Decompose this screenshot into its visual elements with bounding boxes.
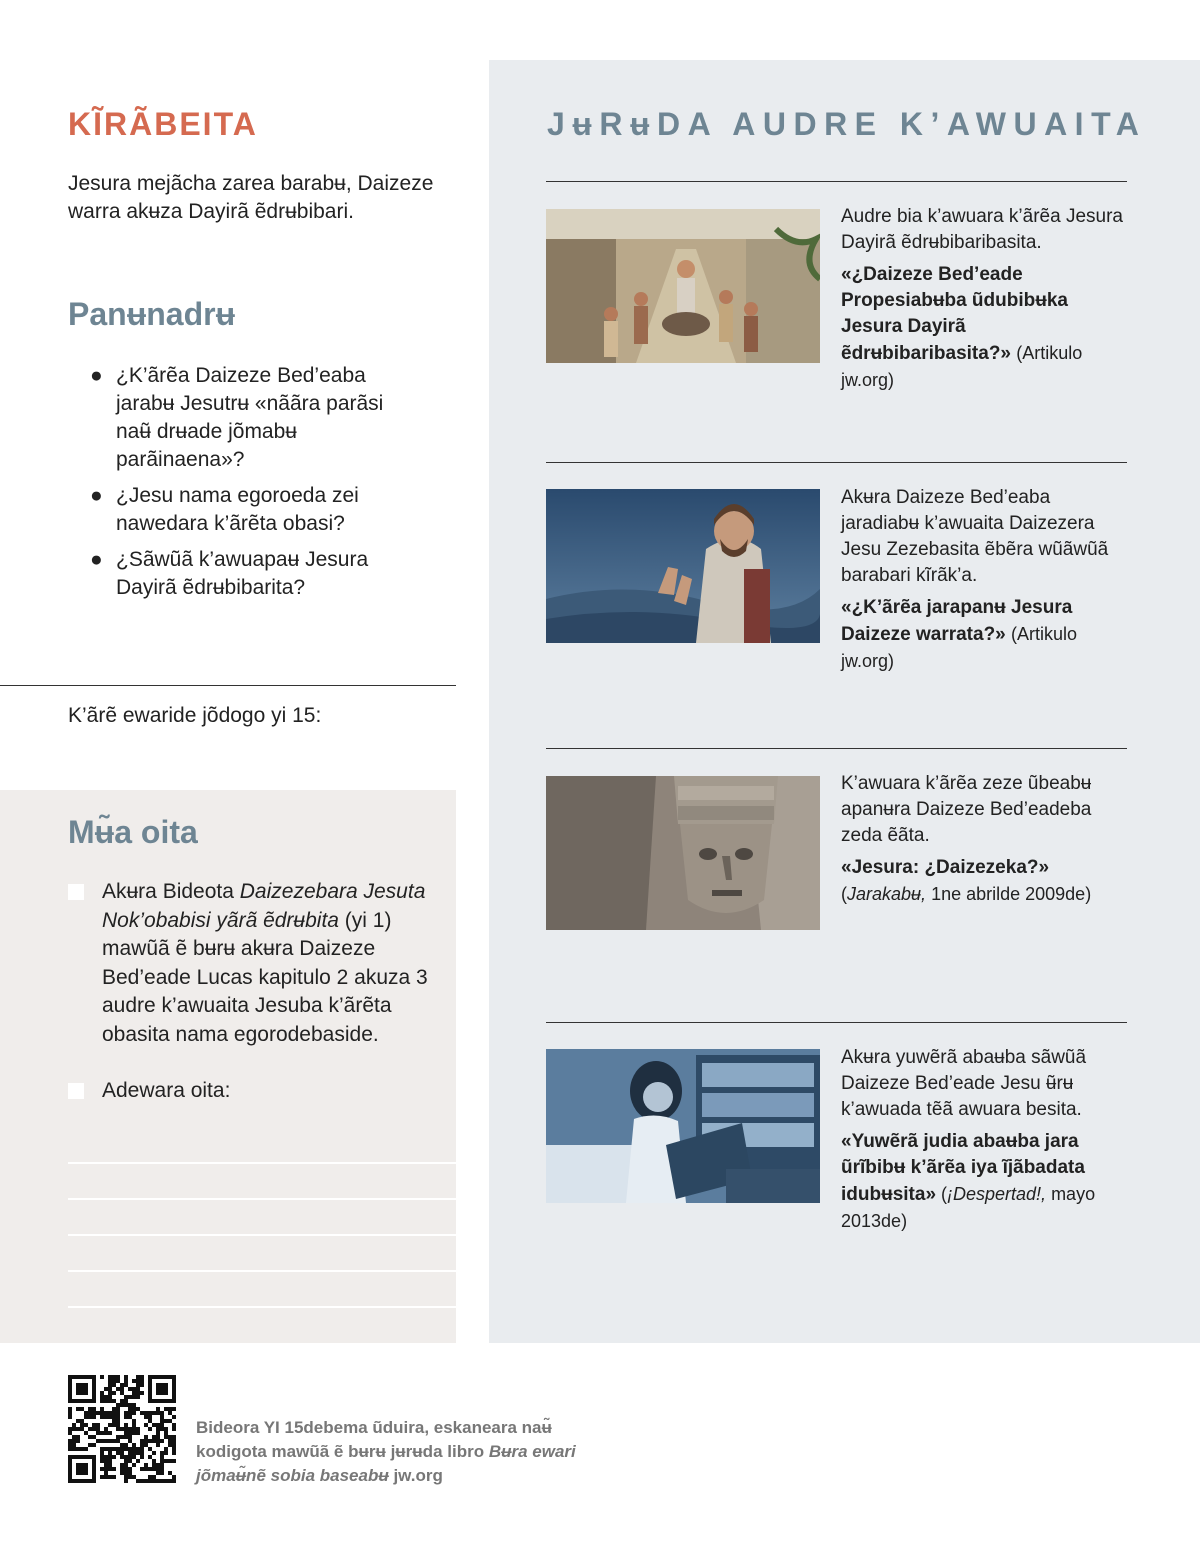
- bullet-icon: ●: [90, 548, 103, 571]
- activity-heading: Mʉ̃a oita: [68, 814, 198, 850]
- resource-description: K’awuara k’ãrẽa zeze ũbeabʉ apanʉra Daizeze Bed’eadeba zeda ẽãta.: [841, 773, 1092, 846]
- questions-heading: Panʉnadrʉ: [68, 296, 236, 332]
- resource-link[interactable]: «¿K’ãrẽa jarapanʉ Jesura Daizeze warrata?» (Artikulo jw.org): [841, 597, 1078, 671]
- resource-link[interactable]: «Jesura: ¿Daizezeka?» (Jarakabʉ, 1ne abrilde 2009de): [841, 857, 1092, 904]
- divider: [546, 748, 1127, 749]
- reading-assignment: K’ãrẽ ewaride jõdogo yi 15:: [68, 704, 322, 727]
- resource-description: Akʉra Daizeze Bed’eaba jaradiabʉ k’awuaita Daizezera Jesu Zezebasita ẽbẽra wũãwũã barabari kĩrãk’a.: [841, 487, 1109, 586]
- resource-link[interactable]: «Yuwẽrã judia abaʉba jara ũrĩbibʉ k’ãrẽa iya ĩjãbadata idubʉsita» (¡Despertad!, mayo 2013de): [841, 1131, 1096, 1231]
- lesson-title: KĨRÃBEITA: [68, 106, 258, 142]
- list-item: ● ¿K’ãrẽa Daizeze Bed’eaba jarabʉ Jesutrʉ «nããra parãsi naʉ̃ drʉade jõmabʉ parãinaena»?: [90, 364, 384, 471]
- divider: [546, 1022, 1127, 1023]
- jesus-praying-image: [546, 489, 820, 643]
- checkbox[interactable]: [68, 1083, 84, 1099]
- resource-link[interactable]: «¿Daizeze Bed’eade Propesiabʉba ũdubibʉka Jesura Dayirã ẽdrʉbibaribasita?» (Artikulo jw.org): [841, 264, 1083, 390]
- list-item: ● ¿Sãwũã k’awuapaʉ Jesura Dayirã ẽdrʉbibarita?: [90, 548, 369, 599]
- footer-caption: Bideora YI 15debema ũduira, eskaneara naʉ̃ kodigota mawũã ẽ bʉrʉ jʉrʉda libro Bʉra ewari jõmaʉ̃nẽ sobia baseabʉ jw.org: [196, 1418, 576, 1485]
- writing-lines[interactable]: [68, 1162, 456, 1342]
- resource-description: Akʉra yuwẽrã abaʉba sãwũã Daizeze Bed’eade Jesu ʉ̃rʉ k’awuada tẽã awuara besita.: [841, 1047, 1087, 1120]
- bullet-icon: ●: [90, 364, 103, 387]
- divider: [546, 181, 1127, 182]
- questions-list: [90, 362, 420, 610]
- task-list: [68, 878, 428, 1134]
- jesus-entry-image: [546, 209, 820, 363]
- qr-code-icon[interactable]: [68, 1375, 176, 1483]
- divider: [0, 685, 456, 686]
- resource-description: Audre bia k’awuara k’ãrẽa Jesura Dayirã ẽdrʉbibaribasita.: [841, 206, 1123, 253]
- list-item: ● ¿Jesu nama egoroeda zei nawedara k’ãrẽta obasi?: [90, 484, 359, 535]
- three-faces-statue-image: [546, 776, 820, 930]
- lesson-intro: Jesura mejãcha zarea barabʉ, Daizeze warra akʉza Dayirã ẽdrʉbibari.: [68, 172, 434, 223]
- divider: [546, 462, 1127, 463]
- bullet-icon: ●: [90, 484, 103, 507]
- resources-heading: JʉRʉDA AUDRE K’AWUAITA: [547, 106, 1147, 142]
- task-item: Adewara oita:: [68, 1077, 428, 1106]
- woman-reading-image: [546, 1049, 820, 1203]
- task-item: Akʉra Bideota Daizezebara Jesuta Nok’obabisi yãrã ẽdrʉbita (yi 1) mawũã ẽ bʉrʉ akʉra Daizeze Bed’eade Lucas kapitulo 2 akuza 3 audre k’awuaita Jesuba k’ãrẽta obasita nama egorodebaside.: [68, 878, 428, 1049]
- checkbox[interactable]: [68, 884, 84, 900]
